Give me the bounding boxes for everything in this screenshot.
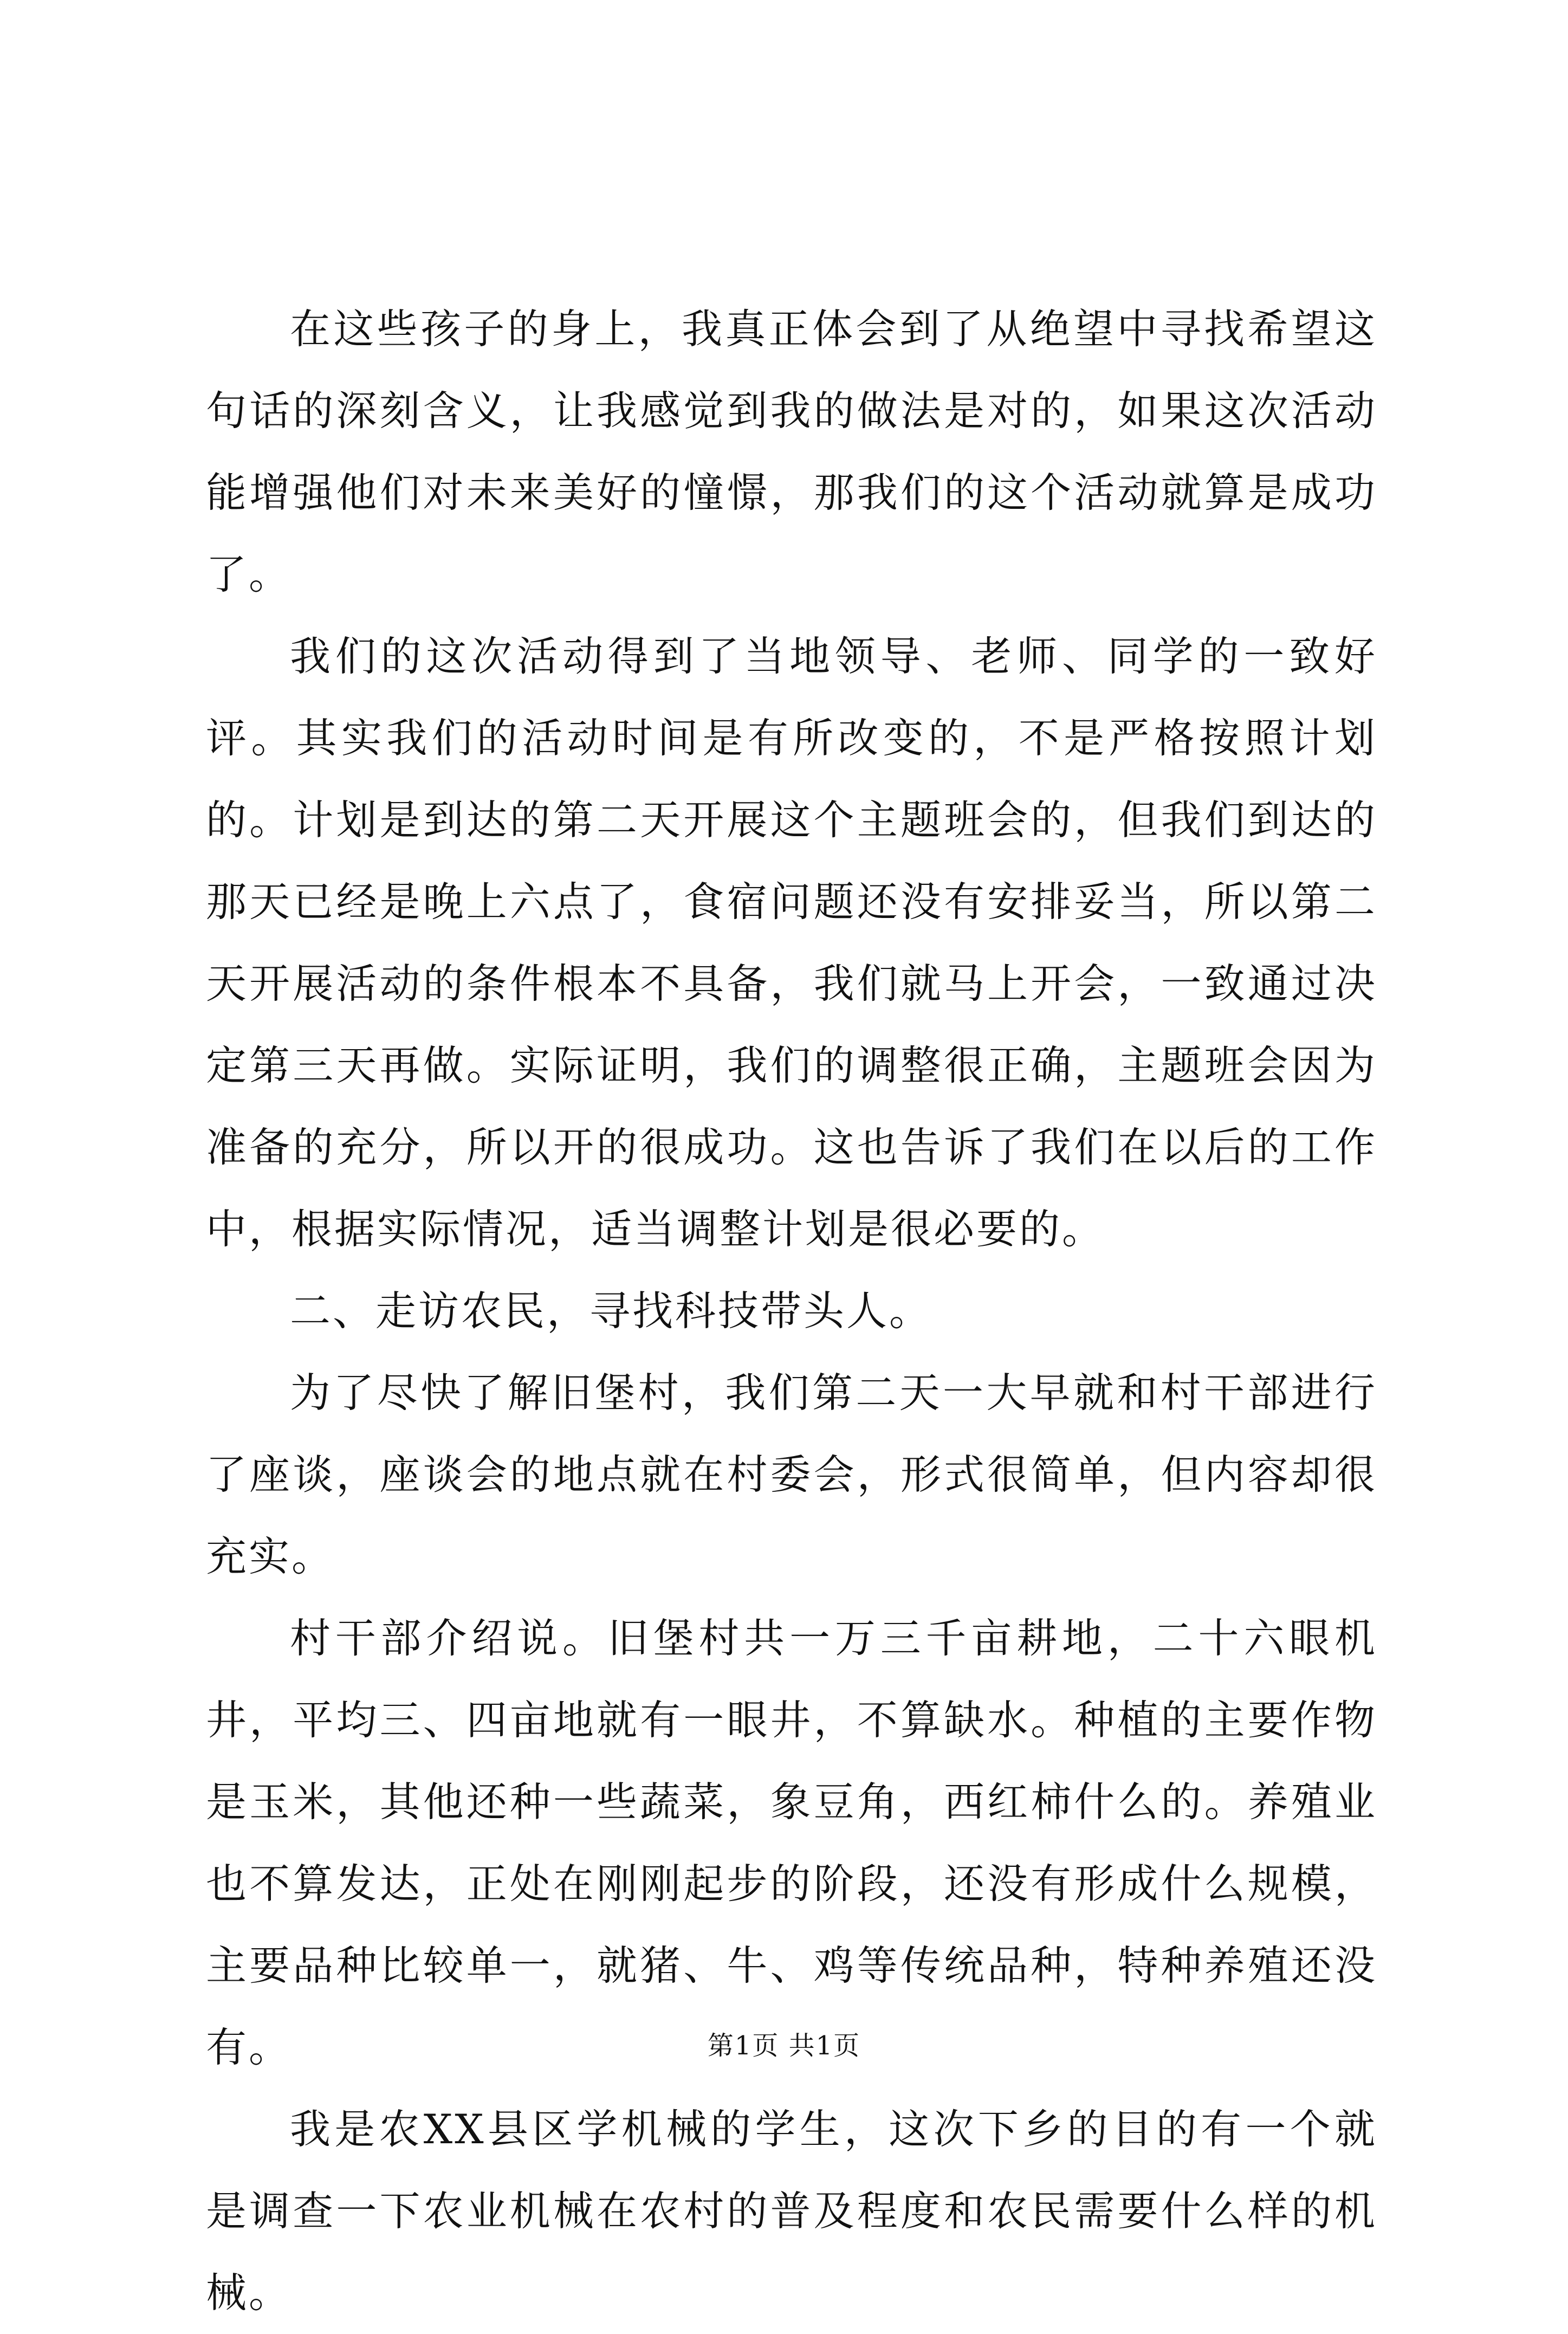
section-heading: 二、走访农民，寻找科技带头人。 — [290, 1287, 932, 1335]
paragraph-4: 村干部介绍说。旧堡村共一万三千亩耕地，二十六眼机井，平均三、四亩地就有一眼井，不算缺水。种植的主要作物是玉米，其他还种一些蔬菜，象豆角，西红柿什么的。养殖业也不算发达，正处在刚刚起步的阶段，还没有形成什么规模，主要品种比较单一，就猪、牛、鸡等传统品种，特种养殖还没有。 — [206, 1614, 1377, 2071]
paragraph-1: 在这些孩子的身上，我真正体会到了从绝望中寻找希望这句话的深刻含义，让我感觉到我的做法是对的，如果这次活动能增强他们对未来美好的憧憬，那我们的这个活动就算是成功了。 — [206, 305, 1377, 598]
paragraph-3: 为了尽快了解旧堡村，我们第二天一大早就和村干部进行了座谈，座谈会的地点就在村委会，形式很简单，但内容却很充实。 — [206, 1369, 1377, 1580]
page-footer: 第1页 共1页 — [707, 2031, 861, 2061]
paragraph-5: 我是农XX县区学机械的学生，这次下乡的目的有一个就是调查一下农业机械在农村的普及程度和农民需要什么样的机械。 — [206, 2105, 1377, 2317]
document-body — [206, 288, 1377, 2334]
paragraph-2: 我们的这次活动得到了当地领导、老师、同学的一致好评。其实我们的活动时间是有所改变的，不是严格按照计划的。计划是到达的第二天开展这个主题班会的，但我们到达的那天已经是晚上六点了，食宿问题还没有安排妥当，所以第二天开展活动的条件根本不具备，我们就马上开会，一致通过决定第三天再做。实际证明，我们的调整很正确，主题班会因为准备的充分，所以开的很成功。这也告诉了我们在以后的工作中，根据实际情况，适当调整计划是很必要的。 — [206, 632, 1377, 1253]
